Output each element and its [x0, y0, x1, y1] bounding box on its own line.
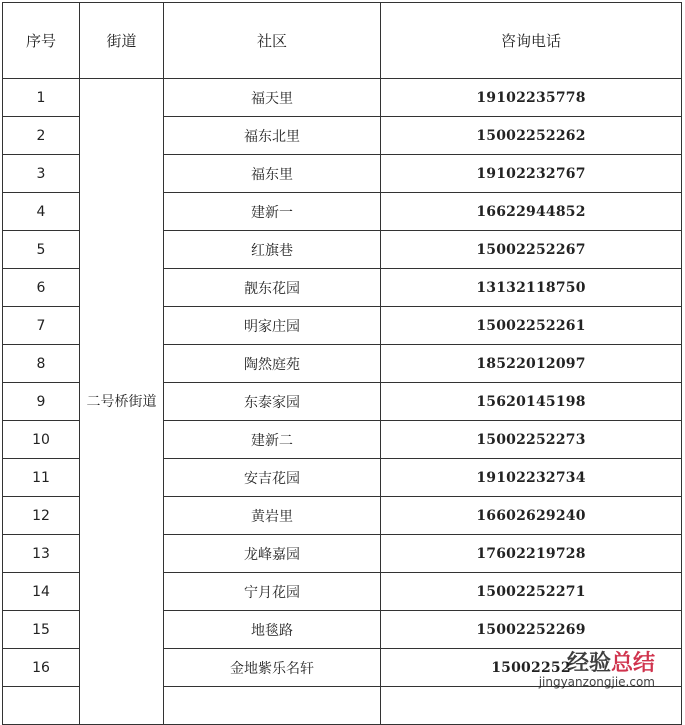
cell-index: 6: [3, 269, 80, 307]
cell-phone: 19102232767: [381, 155, 682, 193]
header-index: 序号: [3, 3, 80, 79]
cell-index: 14: [3, 573, 80, 611]
cell-community: 明家庄园: [164, 307, 381, 345]
cell-empty: [164, 687, 381, 725]
cell-index: 4: [3, 193, 80, 231]
cell-community: 靓东花园: [164, 269, 381, 307]
cell-index: 7: [3, 307, 80, 345]
header-street: 街道: [80, 3, 164, 79]
header-phone: 咨询电话: [381, 3, 682, 79]
cell-index: 11: [3, 459, 80, 497]
cell-phone: 15002252271: [381, 573, 682, 611]
cell-index: 5: [3, 231, 80, 269]
cell-community: 东泰家园: [164, 383, 381, 421]
cell-community: 黄岩里: [164, 497, 381, 535]
cell-index: 9: [3, 383, 80, 421]
cell-index: 3: [3, 155, 80, 193]
cell-community: 福东里: [164, 155, 381, 193]
cell-community: 红旗巷: [164, 231, 381, 269]
cell-phone: 19102232734: [381, 459, 682, 497]
cell-phone: 15620145198: [381, 383, 682, 421]
cell-phone: 16622944852: [381, 193, 682, 231]
cell-phone: 15002252262: [381, 117, 682, 155]
cell-index: 12: [3, 497, 80, 535]
watermark-title-part1: 经验: [566, 651, 611, 676]
cell-community: 建新一: [164, 193, 381, 231]
header-community: 社区: [164, 3, 381, 79]
cell-phone: 15002252273: [381, 421, 682, 459]
cell-index: 8: [3, 345, 80, 383]
watermark-title-part2: 总结: [610, 651, 655, 676]
cell-empty: [381, 687, 682, 725]
cell-community: 福天里: [164, 79, 381, 117]
cell-community: 金地紫乐名轩: [164, 649, 381, 687]
cell-index: 1: [3, 79, 80, 117]
cell-phone: 13132118750: [381, 269, 682, 307]
cell-community: 陶然庭苑: [164, 345, 381, 383]
cell-phone: 15002252267: [381, 231, 682, 269]
cell-community: 建新二: [164, 421, 381, 459]
cell-phone: 16602629240: [381, 497, 682, 535]
watermark-url: jingyanzongjie.com: [538, 675, 655, 689]
cell-index: 2: [3, 117, 80, 155]
cell-index: 15: [3, 611, 80, 649]
cell-phone: 15002252261: [381, 307, 682, 345]
cell-phone: 19102235778: [381, 79, 682, 117]
cell-street: [80, 79, 164, 725]
cell-community: 地毯路: [164, 611, 381, 649]
cell-phone: 15002252269: [381, 611, 682, 649]
cell-community: 安吉花园: [164, 459, 381, 497]
cell-phone: 18522012097: [381, 345, 682, 383]
cell-index: 13: [3, 535, 80, 573]
street-name: 二号桥街道: [86, 393, 157, 410]
cell-phone: 15002252: [381, 649, 682, 687]
cell-phone: 17602219728: [381, 535, 682, 573]
cell-index: 10: [3, 421, 80, 459]
cell-community: 龙峰嘉园: [164, 535, 381, 573]
cell-community: 宁月花园: [164, 573, 381, 611]
consultation-table: [2, 2, 682, 725]
table-row: [3, 79, 682, 117]
cell-community: 福东北里: [164, 117, 381, 155]
cell-index: 16: [3, 649, 80, 687]
cell-empty: [3, 687, 80, 725]
header-row: [3, 3, 682, 79]
